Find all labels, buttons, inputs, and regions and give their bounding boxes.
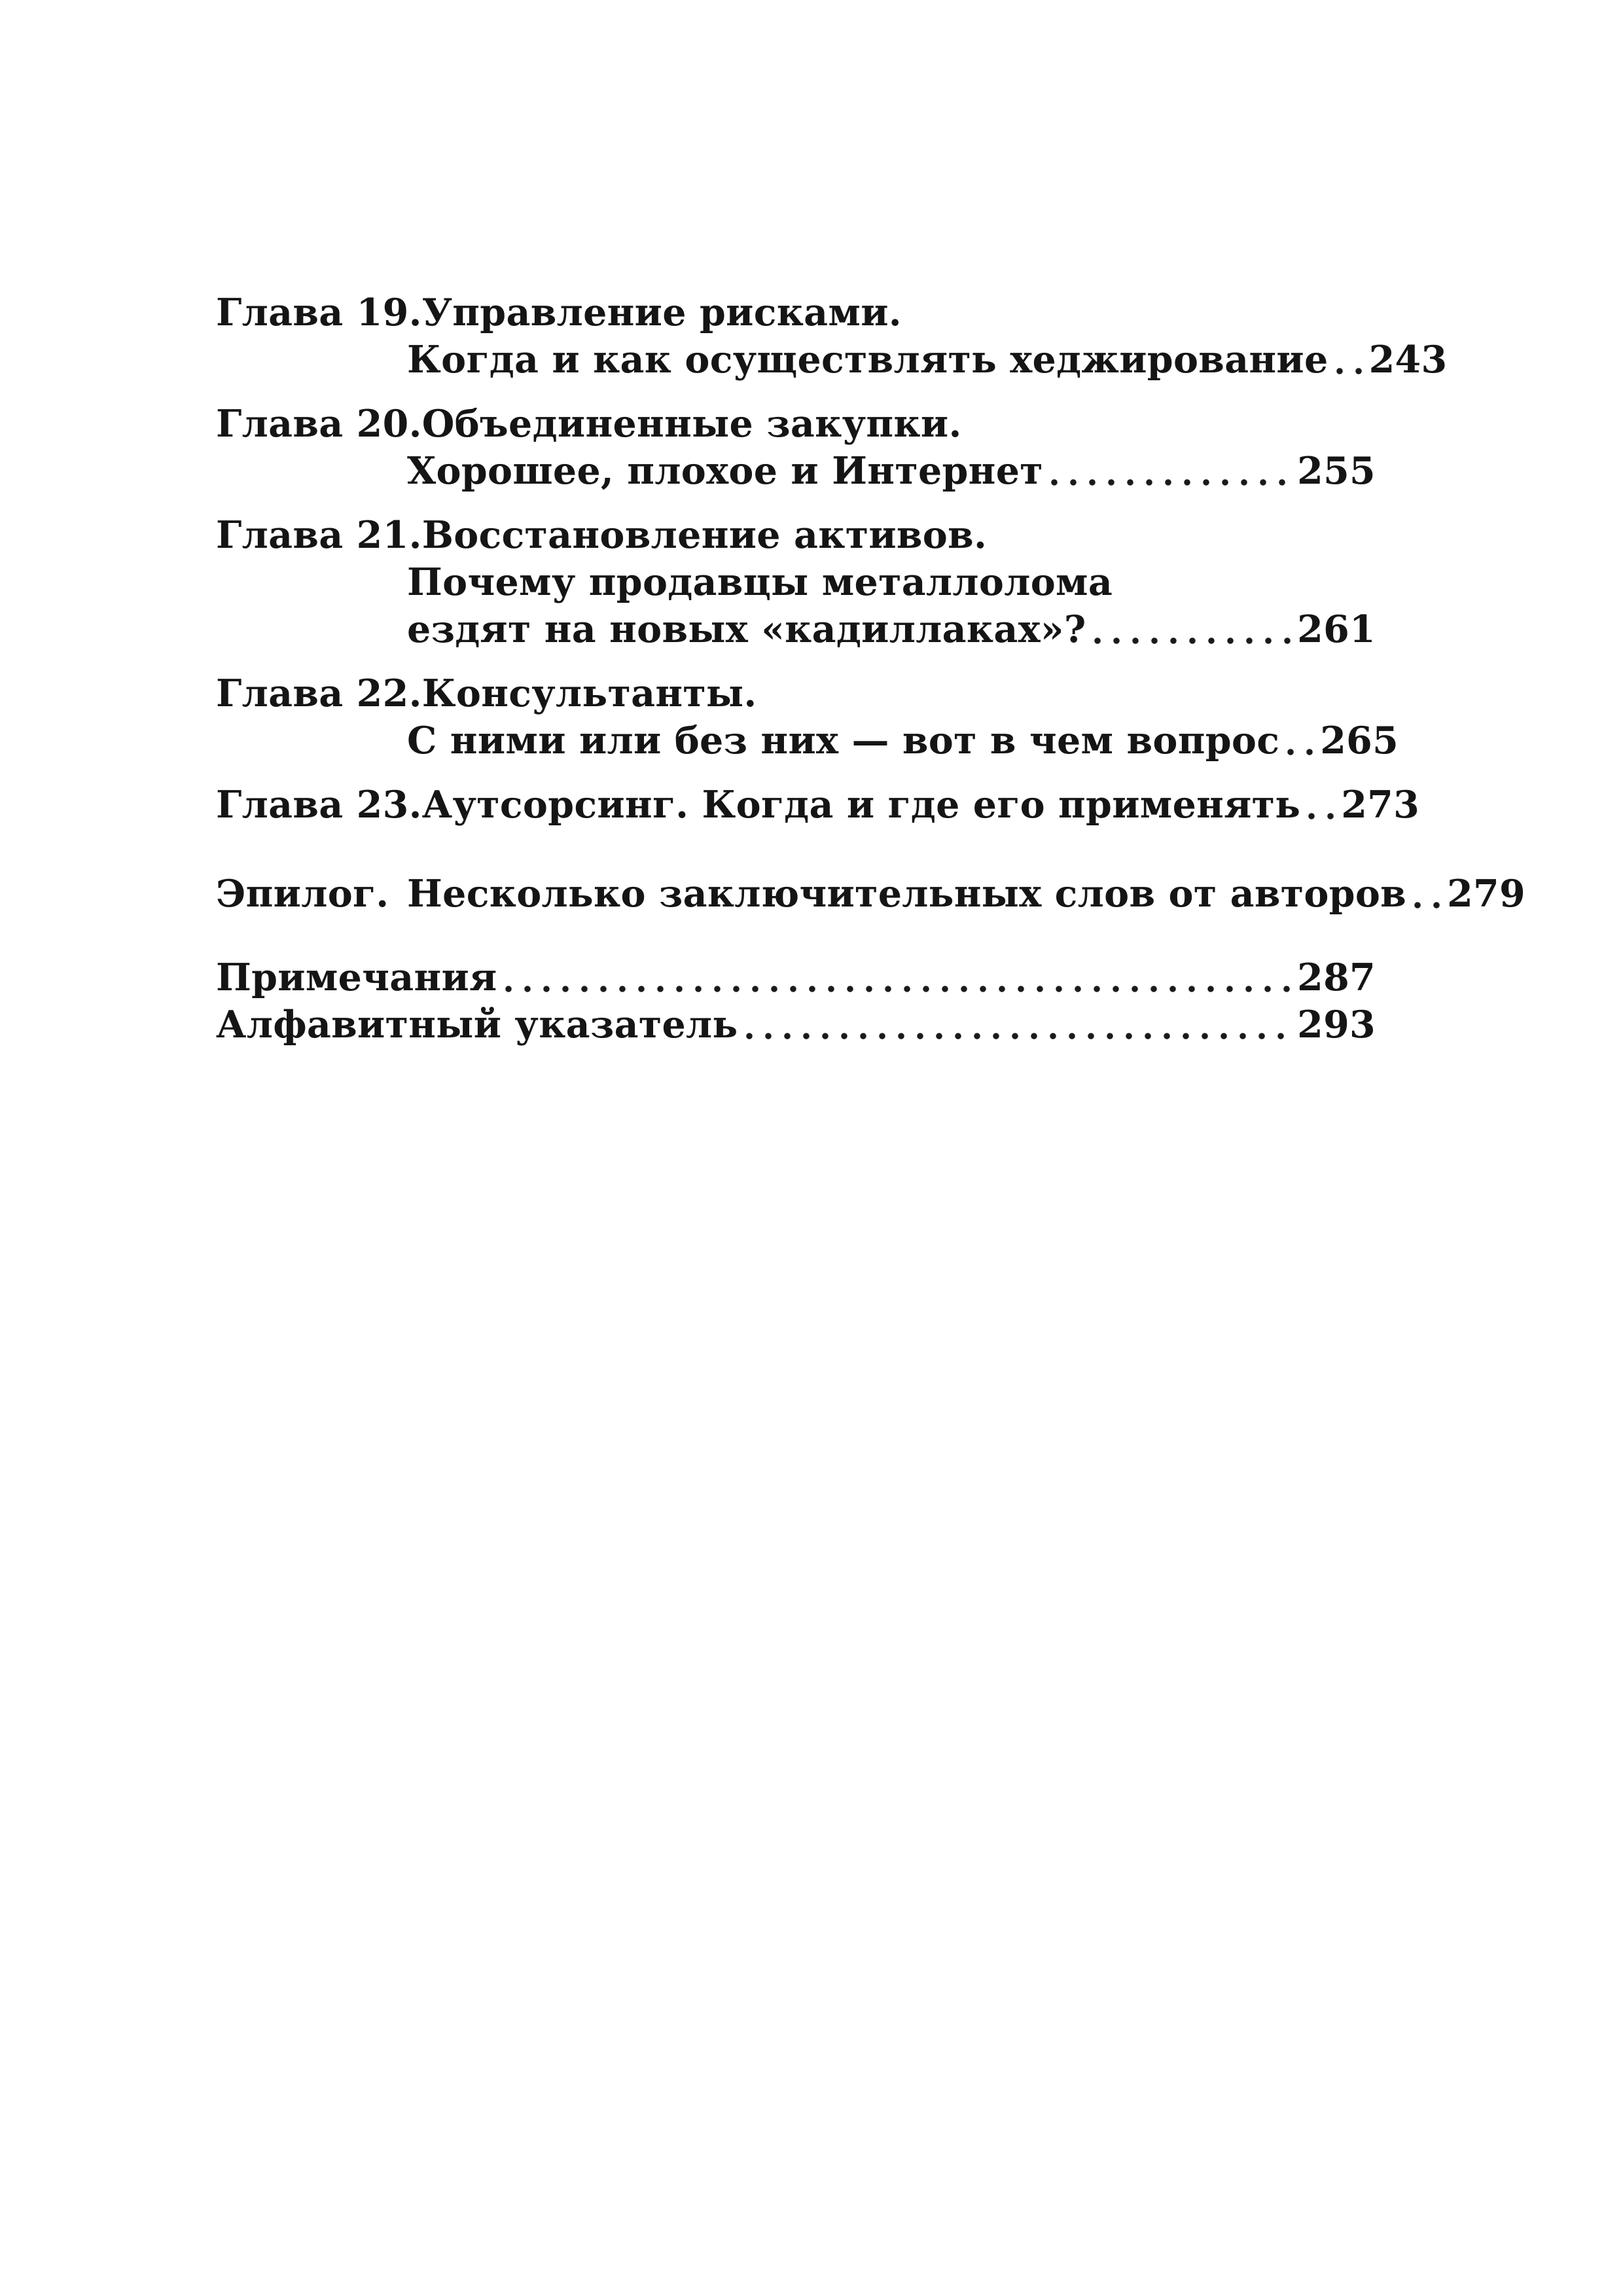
- page-number: 293: [1297, 1003, 1376, 1047]
- toc-entry-notes: [216, 954, 1376, 1001]
- page-number: 273: [1341, 783, 1420, 827]
- chapter-label: Глава 20.: [216, 402, 422, 446]
- toc-row: [216, 781, 1420, 829]
- chapter-last-line: [407, 336, 1448, 384]
- toc-row: [216, 870, 1525, 918]
- chapter-title-line: Почему продавцы металлолома: [407, 560, 1113, 604]
- chapter-last-line: [407, 717, 1399, 764]
- chapter-title-line: Консультанты.: [421, 672, 757, 715]
- chapter-title-line: С ними или без них — вот в чем вопрос: [407, 719, 1280, 762]
- chapter-last-line: [407, 870, 1525, 918]
- chapter-title-line: Аутсорсинг. Когда и где его применять: [421, 783, 1301, 827]
- toc-row: [216, 670, 1376, 717]
- toc-entry-chapter-23: [216, 781, 1420, 829]
- toc-row: [216, 717, 1399, 764]
- toc-row: [216, 401, 1376, 448]
- toc-row: [216, 289, 1376, 336]
- chapter-last-line: [407, 606, 1376, 653]
- backmatter-title: Алфавитный указатель: [216, 1003, 738, 1047]
- chapter-last-line: [421, 781, 1420, 829]
- toc-row: [216, 448, 1376, 495]
- page-number: 255: [1297, 449, 1376, 493]
- table-of-contents: [216, 289, 1525, 1049]
- chapter-label: Глава 21.: [216, 513, 422, 557]
- page-number: 265: [1320, 719, 1399, 762]
- dot-leader: [746, 1033, 1291, 1040]
- chapter-title-line: Объединенные закупки.: [421, 402, 962, 446]
- chapter-label: Эпилог.: [216, 872, 389, 916]
- toc-entry-chapter-21: [216, 512, 1376, 653]
- toc-row: [216, 559, 1376, 606]
- dot-leader: [1308, 813, 1334, 820]
- dot-leader: [1051, 479, 1291, 486]
- page-number: 287: [1297, 956, 1376, 999]
- page-number: 243: [1368, 338, 1448, 382]
- toc-entry-chapter-22: [216, 670, 1399, 764]
- page-number: 261: [1297, 607, 1376, 651]
- dot-leader: [505, 986, 1291, 993]
- chapter-last-line: [407, 448, 1376, 495]
- chapter-label: Глава 23.: [216, 783, 422, 827]
- backmatter-title: Примечания: [216, 956, 497, 999]
- chapter-title-line: Управление рисками.: [421, 291, 902, 334]
- page-number: 279: [1447, 872, 1525, 916]
- chapter-title-line: Несколько заключительных слов от авторов: [407, 872, 1407, 916]
- chapter-title-line: Восстановление активов.: [421, 513, 988, 557]
- toc-row: [216, 512, 1376, 559]
- toc-entry-index: [216, 1001, 1376, 1049]
- chapter-title-line: Когда и как осуществлять хеджирование: [407, 338, 1329, 382]
- dot-leader: [1336, 368, 1363, 375]
- toc-entry-chapter-19: [216, 289, 1448, 384]
- dot-leader: [1094, 637, 1291, 645]
- chapter-label: Глава 22.: [216, 672, 422, 715]
- toc-entry-epilogue: [216, 870, 1525, 918]
- backmatter-section: [216, 954, 1376, 1049]
- toc-entry-chapter-20: [216, 401, 1376, 495]
- toc-row: [216, 336, 1448, 384]
- chapter-title-line: ездят на новых «кадиллаках»?: [407, 607, 1086, 651]
- toc-row: [216, 606, 1376, 653]
- dot-leader: [1414, 902, 1440, 909]
- chapter-label: Глава 19.: [216, 291, 422, 334]
- chapter-title-line: Хорошее, плохое и Интернет: [407, 449, 1043, 493]
- dot-leader: [1287, 749, 1313, 756]
